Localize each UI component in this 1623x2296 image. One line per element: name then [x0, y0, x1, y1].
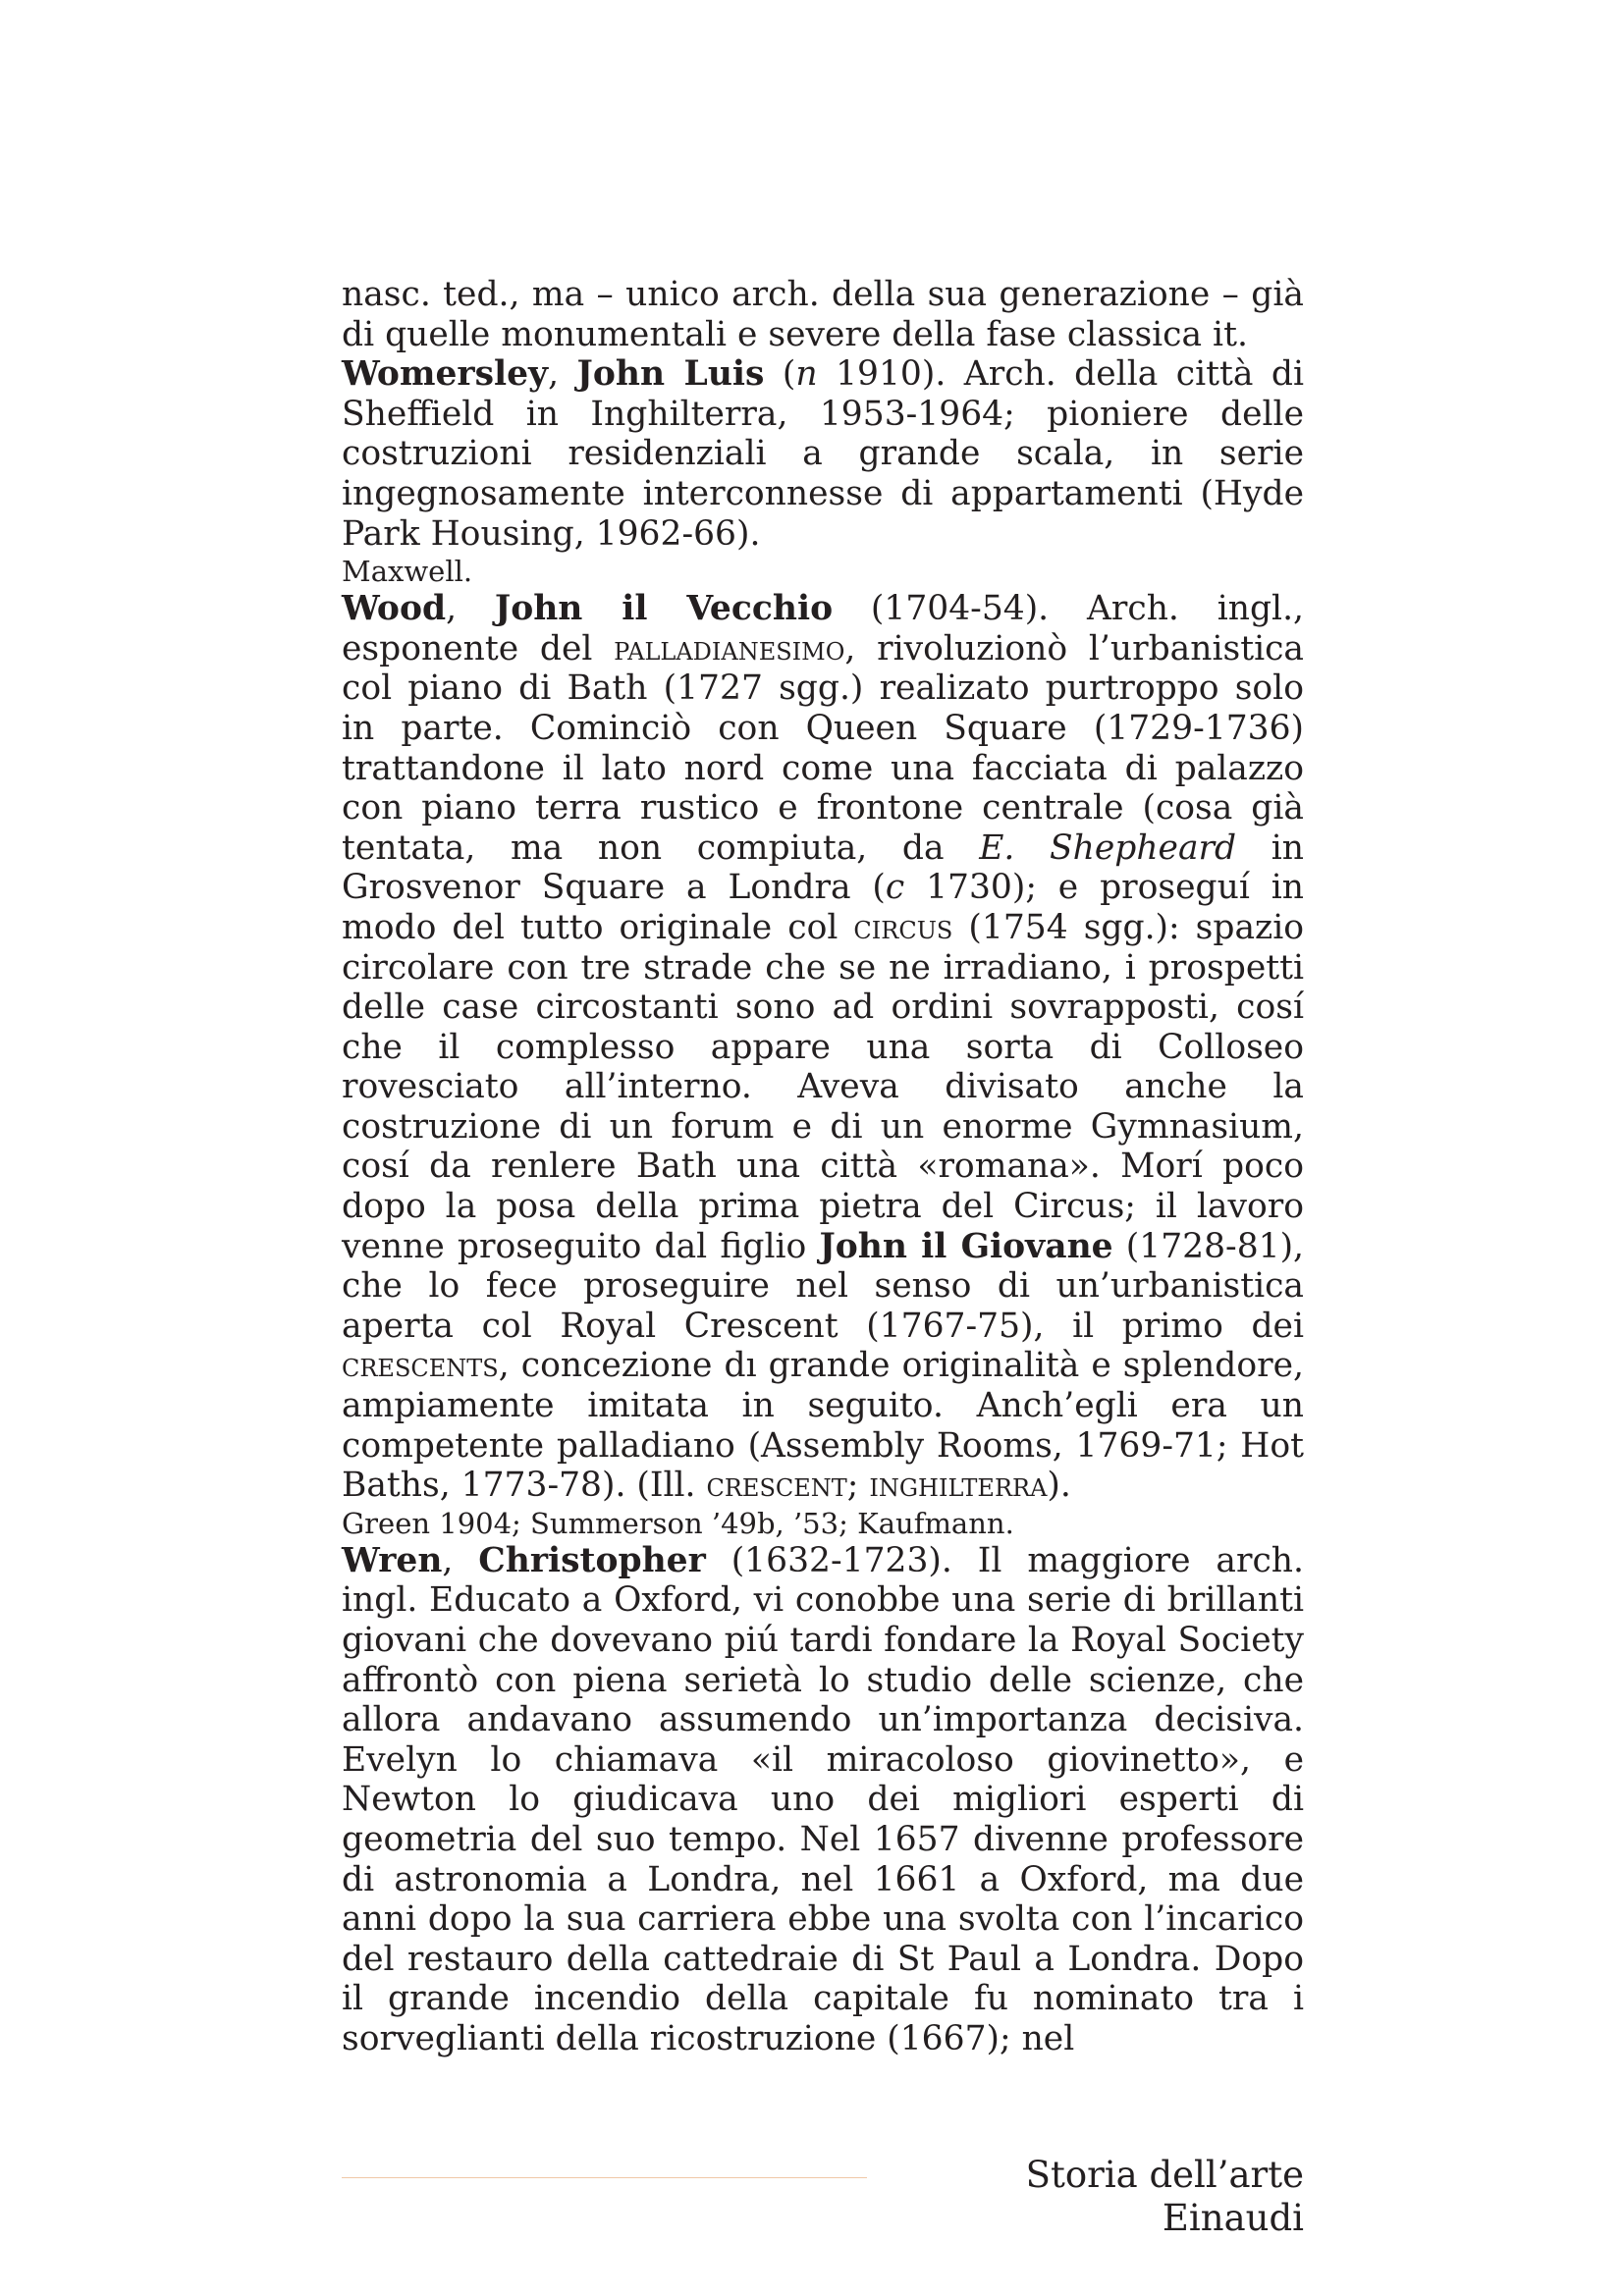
- entry-headword: Wood: [342, 589, 447, 629]
- footer-rule: [342, 2177, 867, 2178]
- cross-reference: palladianesimo: [614, 628, 845, 668]
- entry-subheadword: John il Giovane: [819, 1226, 1113, 1266]
- entry-headword: Wren: [342, 1540, 443, 1580]
- person-reference: E. Shepheard: [979, 828, 1237, 868]
- entry-bibliography: Green 1904; Summerson ’49b, ’53; Kaufmann.: [342, 1506, 1014, 1540]
- entry-text: Il maggiore arch. ingl. Educato a Oxford, vi conobbe una serie di brillanti giovani che dovevano piú tardi fondare la Royal Society affrontò con piena serietà lo studio delle scienze, che allora andavano assumendo un’importanza decisiva. Evelyn lo chiamava «il miracoloso giovinetto», e Newton lo giudicava uno dei migliori esperti di geometria del suo tempo. Nel 1657 divenne professore di astronomia a Londra, nel 1661 a Oxford, ma due anni dopo la sua carriera ebbe una svolta con l’incarico del restauro della cattedraie di St Paul a Londra. Dopo il grande incendio della capitale fu nominato tra i sorveglianti della ricostruzione (1667); nel: [342, 1540, 1304, 2058]
- entry-womersley: Womersley, John Luis (n 1910). Arch. della città di Sheffield in Inghilterra, 1953-1964; pioniere delle costruzioni residenziali a grande scala, in serie ingegnosamente interconnesse di appartamenti (Hyde Park Housing, 1962-66).: [342, 354, 1304, 554]
- entry-given-names: John il Vecchio: [494, 589, 834, 629]
- page-body: [342, 275, 1304, 2059]
- entry-wren: Wren, Christopher (1632-1723). Il maggiore arch. ingl. Educato a Oxford, vi conobbe una serie di brillanti giovani che dovevano piú tardi fondare la Royal Society affrontò con piena serietà lo studio delle scienze, che allora andavano assumendo un’importanza decisiva. Evelyn lo chiamava «il miracoloso giovinetto», e Newton lo giudicava uno dei migliori esperti di geometria del suo tempo. Nel 1657 divenne professore di astronomia a Londra, nel 1661 a Oxford, ma due anni dopo la sua carriera ebbe una svolta con l’incarico del restauro della cattedraie di St Paul a Londra. Dopo il grande incendio della capitale fu nominato tra i sorveglianti della ricostruzione (1667); nel: [342, 1540, 1304, 2058]
- entry-text: Arch. della città di Sheffield in Inghilterra, 1953-1964; pioniere delle costruzioni residenziali a grande scala, in serie ingegnosamente interconnesse di appartamenti (Hyde Park Housing, 1962-66).: [342, 354, 1304, 554]
- entry-wood: Wood, John il Vecchio (1704-54). Arch. ingl., esponente del palladianesimo, rivoluzionò l’urbanistica col piano di Bath (1727 sgg.) realizato purtroppo solo in parte. Cominciò con Queen Square (1729-1736) trattandone il lato nord come una facciata di palazzo con piano terra rustico e frontone centrale (cosa già tentata, ma non compiuta, da E. Shepheard in Grosvenor Square a Londra (c 1730); e proseguí in modo del tutto originale col circus (1754 sgg.): spazio circolare con tre strade che se ne irradiano, i prospetti delle case circostanti sono ad ordini sovrapposti, cosí che il complesso appare una sorta di Colloseo rovesciato all’interno. Aveva divisato anche la costruzione di un forum e di un enorme Gymnasium, cosí da renlere Bath una città «romana». Morí poco dopo la posa della prima pietra del Circus; il lavoro venne proseguito dal figlio John il Giovane (1728-81), che lo fece proseguire nel senso di un’urbanistica aperta col Royal Crescent (1767-75), il primo dei crescents, concezione dı grande originalità e splendore, ampiamente imitata in seguito. Anch’egli era un competente palladiano (Assembly Rooms, 1769-71; Hot Baths, 1773-78). (Ill. crescent; inghilterra).: [342, 589, 1305, 1506]
- entry-headword: Womersley: [342, 354, 549, 395]
- footer-title: Storia dell’arte Einaudi: [1025, 2154, 1304, 2239]
- cross-reference: crescent: [706, 1466, 847, 1506]
- continuation-text: nasc. ted., ma – unico arch. della sua generazione – già di quelle monumentali e severe della fase classica it.: [342, 275, 1304, 354]
- cross-reference: crescents: [342, 1346, 499, 1386]
- cross-reference: circus: [853, 907, 953, 947]
- entry-bibliography: Maxwell.: [342, 555, 473, 589]
- cross-reference: inghilterra: [869, 1466, 1048, 1506]
- entry-given-names: Christopher: [478, 1540, 706, 1580]
- entry-given-names: John Luis: [576, 354, 765, 395]
